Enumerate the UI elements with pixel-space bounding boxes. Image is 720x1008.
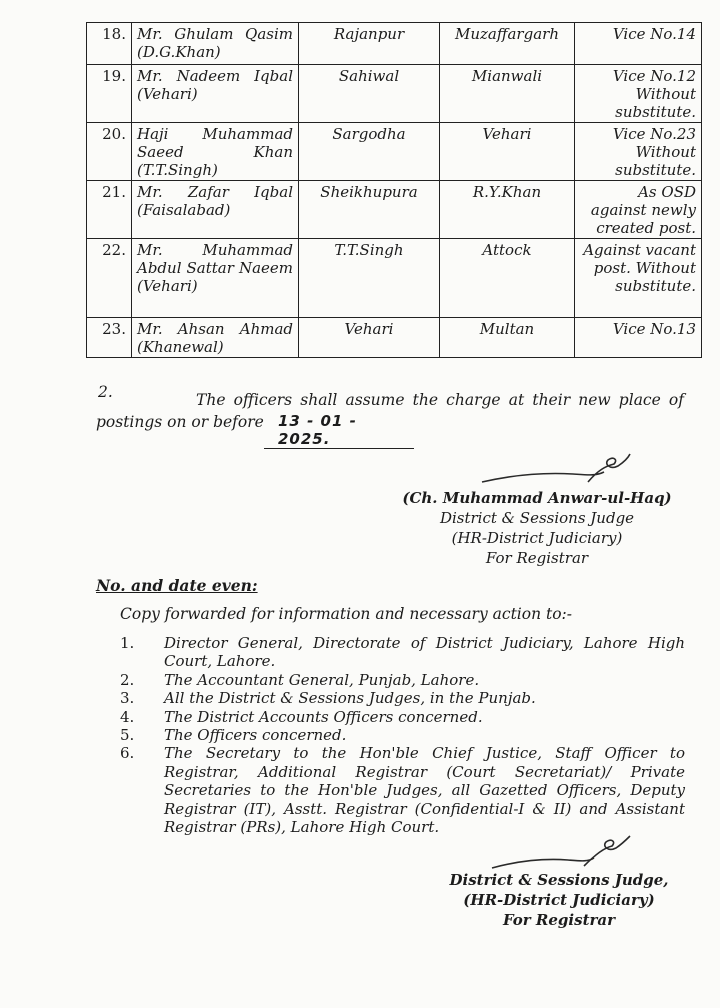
distribution-list: [120, 634, 685, 836]
list-text: The District Accounts Officers concerned.: [164, 707, 483, 726]
posted-from: T.T.Singh: [299, 239, 440, 318]
table-row: [87, 181, 702, 239]
posted-from: Sahiwal: [299, 65, 440, 123]
list-number: 1.: [120, 634, 135, 652]
handwritten-date: 13 - 01 - 2025.: [264, 412, 414, 449]
list-item: [120, 744, 685, 836]
officer-name: Mr. Muhammad Abdul Sattar Naeem (Vehari): [132, 239, 299, 318]
signature-block-2: [436, 870, 682, 930]
list-number: 5.: [120, 726, 135, 745]
signatory-department: (HR-District Judiciary): [451, 529, 623, 547]
paragraph-text-line1: The officers shall assume the charge at their new place of: [196, 391, 684, 409]
posted-from: Rajanpur: [299, 23, 440, 65]
signatory-name: (Ch. Muhammad Anwar-ul-Haq): [402, 489, 672, 507]
list-text: The Accountant General, Punjab, Lahore.: [164, 670, 480, 689]
posted-to: Muzaffargarh: [440, 23, 575, 65]
remarks: Vice No.13: [575, 318, 702, 358]
table-row: [87, 318, 702, 358]
signatory-designation: District & Sessions Judge: [439, 509, 635, 527]
list-item: [120, 708, 685, 726]
officer-name: Haji Muhammad Saeed Khan (T.T.Singh): [132, 123, 299, 181]
remarks: Vice No.14: [575, 23, 702, 65]
list-text: Director General, Directorate of District Judiciary, Lahore High Court, Lahore.: [164, 634, 685, 671]
list-item: [120, 671, 685, 689]
remarks: Vice No.23 Without substitute.: [575, 123, 702, 181]
posted-to: Attock: [440, 239, 575, 318]
posted-to: R.Y.Khan: [440, 181, 575, 239]
table-row: [87, 23, 702, 65]
list-number: 3.: [120, 689, 135, 708]
table-row: [87, 65, 702, 123]
signatory-for: For Registrar: [485, 549, 589, 567]
serial-number: 22.: [87, 239, 132, 318]
list-text: The Secretary to the Hon'ble Chief Justice, Staff Officer to Registrar, Additional Registrar (Court Secretariat)/ Private Secretaries to the Hon'ble Judges, all Gazetted Officers, Deputy Registrar (IT), Asstt. Registrar (Confidential-I & II) and Assistant Registrar (PRs), Lahore High Court.: [164, 744, 685, 837]
endorsement-heading: No. and date even:: [96, 576, 258, 595]
signatory-designation: District & Sessions Judge,: [449, 871, 669, 889]
list-item: [120, 726, 685, 744]
paragraph-text-line2: postings on or before: [96, 413, 264, 431]
posted-to: Mianwali: [440, 65, 575, 123]
officer-name: Mr. Zafar Iqbal (Faisalabad): [132, 181, 299, 239]
posted-from: Sargodha: [299, 123, 440, 181]
serial-number: 21.: [87, 181, 132, 239]
remarks: Against vacant post. Without substitute.: [575, 239, 702, 318]
paragraph-number: 2.: [98, 383, 113, 401]
serial-number: 18.: [87, 23, 132, 65]
list-number: 6.: [120, 744, 135, 763]
signatory-department: (HR-District Judiciary): [463, 891, 655, 909]
officer-name: Mr. Ghulam Qasim (D.G.Khan): [132, 23, 299, 65]
remarks: As OSD against newly created post.: [575, 181, 702, 239]
table-row: [87, 123, 702, 181]
list-text: All the District & Sessions Judges, in the Punjab.: [164, 689, 536, 708]
signatory-for: For Registrar: [502, 911, 616, 929]
officer-name: Mr. Nadeem Iqbal (Vehari): [132, 65, 299, 123]
remarks: Vice No.12 Without substitute.: [575, 65, 702, 123]
list-item: [120, 689, 685, 707]
posted-to: Multan: [440, 318, 575, 358]
serial-number: 19.: [87, 65, 132, 123]
table-row: [87, 239, 702, 318]
postings-table: [86, 22, 702, 358]
posted-from: Sheikhupura: [299, 181, 440, 239]
list-text: The Officers concerned.: [164, 726, 347, 745]
posted-from: Vehari: [299, 318, 440, 358]
serial-number: 20.: [87, 123, 132, 181]
list-item: [120, 634, 685, 671]
list-number: 4.: [120, 707, 135, 726]
list-number: 2.: [120, 670, 135, 689]
endorsement-intro: Copy forwarded for information and necessary action to:-: [120, 605, 573, 623]
serial-number: 23.: [87, 318, 132, 358]
posted-to: Vehari: [440, 123, 575, 181]
signature-block-1: [396, 488, 678, 568]
officer-name: Mr. Ahsan Ahmad (Khanewal): [132, 318, 299, 358]
